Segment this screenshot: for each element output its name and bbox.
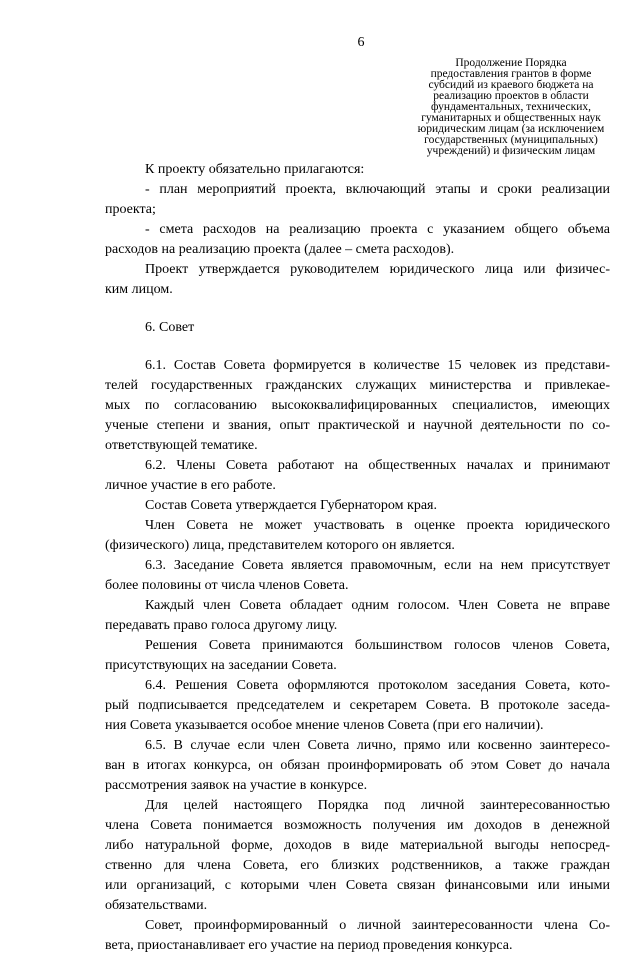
header-line: государственных (муниципальных) <box>424 134 598 146</box>
paragraph-line: передавать право голоса другому лицу. <box>105 618 338 633</box>
paragraph <box>105 636 610 676</box>
paragraph-line: ученые степени и звания, опыт практической и научной деятельности по со- <box>105 418 610 433</box>
paragraph-line: ственно для члена Совета, его близких родственников, а также граждан <box>105 858 610 873</box>
paragraph-line: присутствующих на заседании Совета. <box>105 658 337 673</box>
paragraph-line: Совет, проинформированный о личной заинтересованности члена Со- <box>145 918 610 933</box>
paragraph <box>105 796 610 916</box>
paragraph <box>105 516 610 556</box>
paragraph <box>105 318 610 338</box>
paragraph-line: вета, приостанавливает его участие на период проведения конкурса. <box>105 938 513 953</box>
page-number: 6 <box>357 35 365 50</box>
header-line: предоставления грантов в форме <box>430 68 592 80</box>
paragraph-line: 6.3. Заседание Совета является правомочным, если на нем присутствует <box>145 558 610 573</box>
paragraph-line: более половины от числа членов Совета. <box>105 578 349 593</box>
header-line: юридическим лицам (за исключением <box>417 123 605 135</box>
paragraph-line: - смета расходов на реализацию проекта с указанием общего объема <box>145 222 610 237</box>
header-line: учреждений) и физическим лицам <box>426 145 596 157</box>
paragraph-line: 6.5. В случае если член Совета лично, прямо или косвенно заинтересо- <box>145 738 610 753</box>
paragraph-line: обязательствами. <box>105 898 208 913</box>
paragraph-line: 6.2. Члены Совета работают на общественных началах и принимают <box>145 458 610 473</box>
paragraph <box>105 356 610 456</box>
paragraph-line: К проекту обязательно прилагаются: <box>145 162 365 177</box>
header-line: фундаментальных, технических, <box>431 101 591 113</box>
paragraph-line: ким лицом. <box>105 282 173 297</box>
paragraph <box>105 456 610 496</box>
paragraph-line: Каждый член Совета обладает одним голосом. Член Совета не вправе <box>145 598 610 613</box>
paragraph-line: ния Совета указывается особое мнение членов Совета (при его наличии). <box>105 718 544 733</box>
paragraph <box>105 676 610 736</box>
header-line: Продолжение Порядка <box>455 57 567 69</box>
paragraph-line: 6. Совет <box>145 320 195 335</box>
paragraph <box>105 596 610 636</box>
paragraph-line: проекта; <box>105 202 156 217</box>
paragraph-line: мых по согласованию высококвалифицированных специалистов, имеющих <box>105 398 610 413</box>
paragraph <box>105 160 610 180</box>
paragraph-line: 6.4. Решения Совета оформляются протоколом заседания Совета, кото- <box>145 678 610 693</box>
paragraph <box>105 736 610 796</box>
paragraph-line: или организаций, с которыми член Совета связан финансовыми или иными <box>105 878 610 893</box>
paragraph <box>105 180 610 220</box>
paragraph <box>105 556 610 596</box>
paragraph-line: Проект утверждается руководителем юридического лица или физичес- <box>145 262 610 277</box>
paragraph <box>105 496 610 516</box>
paragraph-line: рассмотрения заявок на участие в конкурсе. <box>105 778 368 793</box>
paragraph-line: рый подписывается председателем и секретарем Совета. В протоколе заседа- <box>105 698 610 713</box>
paragraph-line: ответствующей тематике. <box>105 438 258 453</box>
paragraph <box>105 916 610 956</box>
paragraph-line: расходов на реализацию проекта (далее – смета расходов). <box>105 242 455 257</box>
paragraph-line: - план мероприятий проекта, включающий этапы и сроки реализации <box>145 182 610 197</box>
paragraph-line: Состав Совета утверждается Губернатором края. <box>145 498 437 513</box>
paragraph-line: члена Совета понимается возможность получения им доходов в денежной <box>105 818 610 833</box>
document-body <box>105 160 610 956</box>
header-line: реализацию проектов в области <box>433 90 589 102</box>
paragraph-line: либо натуральной форме, доходов в виде материальной выгоды непосред- <box>105 838 610 853</box>
paragraph <box>105 220 610 260</box>
paragraph-line: Член Совета не может участвовать в оценке проекта юридического <box>145 518 610 533</box>
document-header <box>405 58 617 157</box>
paragraph-line: ван в итогах конкурса, он обязан проинформировать об этом Совет до начала <box>105 758 610 773</box>
header-line: гуманитарных и общественных наук <box>421 112 601 124</box>
paragraph-line: 6.1. Состав Совета формируется в количестве 15 человек из представи- <box>145 358 610 373</box>
paragraph-line: (физического) лица, представителем которого он является. <box>105 538 455 553</box>
paragraph-line: личное участие в его работе. <box>105 478 276 493</box>
paragraph-line: Решения Совета принимаются большинством голосов членов Совета, <box>145 638 610 653</box>
header-line: субсидий из краевого бюджета на <box>428 79 594 91</box>
paragraph-line: телей государственных гражданских служащих министерства и привлекае- <box>105 378 610 393</box>
paragraph <box>105 260 610 300</box>
paragraph-line: Для целей настоящего Порядка под личной заинтересованностью <box>145 798 610 813</box>
